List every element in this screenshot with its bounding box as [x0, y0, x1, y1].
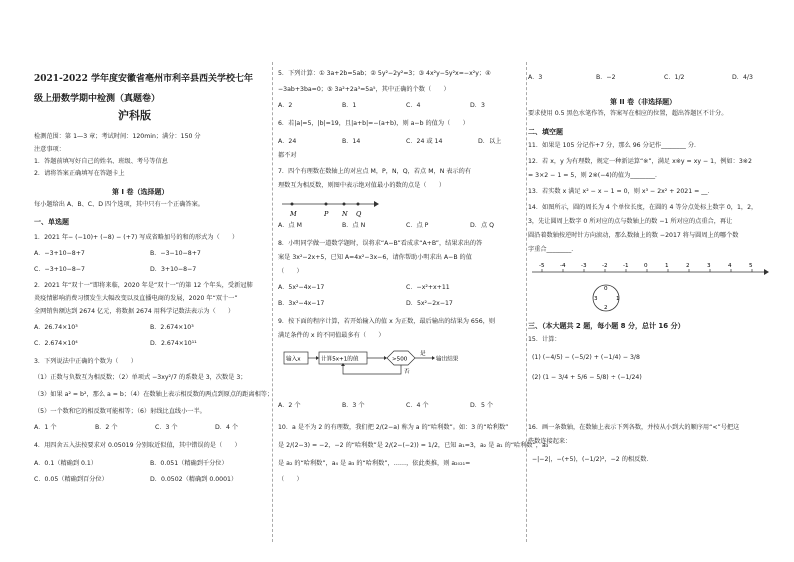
tick-label: -4	[560, 263, 566, 269]
q8-stem-2: 案是 3x²−2x+5，已知 A=4x²−3x−6，请你帮助小明求出 A−B 的值	[278, 254, 472, 261]
q8-option-b: B．3x²−4x−17	[278, 300, 325, 307]
q6-option-d: D．以上	[478, 138, 502, 145]
q9-option-b: B．3 个	[342, 402, 365, 409]
q2-stem-1: 2．2021 年“双十一”即将来临，2020 年是“双十一”的第 12 个年头，受新冠肺	[34, 282, 253, 289]
point-m	[291, 203, 294, 206]
q2-option-b: B．2.674×10³	[150, 324, 194, 331]
q16-stem-1: 16．画一条数轴，在数轴上表示下列各数，并按从小到大的顺序用“<”号把这	[528, 424, 740, 431]
q14-stem-2: 3，先让圆周上数字 0 所对应的点与数轴上的数 −1 所对应的点重合，再让	[528, 218, 733, 225]
q3-option-c: C．3 个	[155, 424, 178, 431]
tick-label: 3	[707, 263, 711, 269]
part1-desc: 每小题给出 A、B、C、D 四个选项，其中只有一个正确答案。	[34, 201, 204, 208]
q2-option-c: C．2.674×10⁴	[34, 340, 78, 347]
q16-numbers: −|−2|，−(+5)，(−1/2)²，−2 的相反数．	[532, 456, 653, 463]
part2-desc: 要求使用 0.5 黑色水笔作答，答案写在相应的位置，超出答题区不计分。	[528, 110, 728, 117]
q8-option-a: A．5x²−4x−17	[278, 284, 325, 291]
q4-option-b: B．0.051（精确到千分位）	[150, 460, 228, 467]
q3-option-b: B．2 个	[95, 424, 118, 431]
q10-stem-2: 是 2/(2−3) = −2，−2 的“哈利数”是 2/(2−(−2)) = 1/2，已知 a₁=3，a₂ 是 a₁ 的“哈利数”，a₃	[278, 442, 549, 449]
tick-label: 4	[728, 263, 732, 269]
notice-title: 注意事项：	[34, 146, 65, 153]
q13-stem: 13．若实数 x 满足 x² − x − 1 = 0，则 x³ − 2x² + 2021 = __．	[528, 188, 714, 195]
label-m: M	[290, 210, 297, 218]
q11-stem: 11．如果是 105 分记作+7 分，那么 96 分记作________ 分．	[528, 142, 701, 149]
label-n: N	[342, 210, 348, 218]
column-divider-1	[272, 62, 273, 542]
q7-option-b: B．点 N	[342, 222, 366, 229]
tick-label: 5	[749, 263, 753, 269]
q3-statement-3: （5）一个数和它的相反数可能相等；（6）射线比直线小一半。	[34, 408, 206, 415]
q10-stem-4: （ ）	[278, 476, 303, 483]
circle-num-2: 2	[604, 305, 608, 311]
q1-option-b: B．−3−10−8+7	[150, 250, 201, 257]
q2-stem-3: 全网销售额达到 2674 亿元，将数据 2674 用科学记数法表示为（ ）	[34, 308, 235, 315]
q5-option-b: B．1	[342, 102, 357, 109]
q4-option-c: C．0.05（精确到百分位）	[34, 476, 108, 483]
circle-num-3: 3	[594, 296, 598, 302]
section-2-heading: 二、填空题	[528, 128, 563, 136]
flow-output: 输出结果	[436, 356, 459, 363]
title-line-1: 2021-2022 学年度安徽省亳州市利辛县西关学校七年	[34, 74, 253, 84]
q4-option-a: A．0.1（精确到 0.1）	[34, 460, 98, 467]
q6-option-c: C．24 或 14	[406, 138, 443, 145]
q8-stem-3: （ ）	[278, 268, 303, 275]
q12-stem-2: = 3×2 − 1 = 5，则 2※(−4)的值为________．	[528, 172, 662, 179]
flow-compare: >500	[392, 356, 408, 363]
part2-heading: 第 II 卷（非选择题）	[610, 98, 677, 106]
q3-stem: 3．下列说法中正确的个数为（ ）	[34, 358, 137, 365]
q10-stem-1: 10．a 是不为 2 的有理数，我们把 2/(2−a) 称为 a 的“哈利数”。如：3 的“哈利数”	[278, 424, 509, 431]
flow-no: 否	[404, 369, 410, 375]
q1-option-a: A．−3+10−8+7	[34, 250, 85, 257]
q14-figure	[528, 260, 778, 320]
q15-part-1: (1) (−4/5) − (−5/2) + (−1/4) − 3/8	[532, 354, 640, 361]
q10-option-d: D．4/3	[732, 74, 753, 81]
tick-label: -3	[581, 263, 587, 269]
q9-stem-2: 满足条件的 x 的不同值最多有（ ）	[278, 332, 385, 339]
tick-label: 1	[665, 263, 669, 269]
section-1-heading: 一、单选题	[34, 218, 69, 226]
tick-label: -2	[602, 263, 608, 269]
flow-yes: 是	[420, 351, 426, 357]
q4-stem: 4．用四舍五入法按要求对 0.05019 分别取近似值，其中错误的是（ ）	[34, 442, 241, 449]
q5-option-c: C．4	[406, 102, 421, 109]
q10-option-b: B．−2	[596, 74, 616, 81]
q6-option-a: A．24	[278, 138, 297, 145]
q14-stem-1: 14．如图所示，圆的周长为 4 个单位长度，在圆的 4 等分点处标上数字 0，1，2，	[528, 204, 758, 211]
circle-num-0: 0	[604, 286, 608, 292]
point-n	[343, 203, 346, 206]
q3-option-a: A．1 个	[34, 424, 57, 431]
point-q	[357, 203, 360, 206]
edition-label: 沪科版	[118, 109, 151, 122]
q3-statement-1: （1）正数与负数互为相反数；（2）单项式 −3xy²/7 的系数是 3，次数是 3；	[34, 374, 247, 381]
circle-num-1: 1	[616, 296, 620, 302]
q16-stem-2: 些数连接起来：	[528, 438, 572, 445]
notice-2: 2．请将答案正确填写在答题卡上	[34, 170, 125, 177]
q9-option-d: D．5 个	[470, 402, 494, 409]
q5-stem-1: 5．下列计算：① 3a+2b=5ab；② 5y²−2y²=3；③ 4x²y−5y²x=−x²y；④	[278, 70, 491, 77]
column-divider-2	[526, 62, 527, 542]
q3-option-d: D．4 个	[215, 424, 239, 431]
flow-input: 输入x	[286, 356, 301, 363]
q7-option-c: C．点 P	[406, 222, 429, 229]
q14-stem-3: 圆沿着数轴按逆时针方向滚动，那么数轴上的数 −2017 将与圆周上的哪个数	[528, 232, 739, 239]
q6-stem: 6．若|a|=5，|b|=19，且|a+b|=−(a+b)，则 a−b 的值为（ ）	[278, 120, 469, 127]
label-q: Q	[356, 210, 362, 218]
q10-stem-3: 是 a₂ 的“哈利数”，a₄ 是 a₃ 的“哈利数”，……，依此类推，则 a₂₀₂₁=	[278, 460, 471, 467]
q1-stem: 1．2021 年− (−10)+ (−8) − (+7) 写成省略加号的和的形式为（ ）	[34, 234, 239, 241]
q2-stem-2: 炎疫情影响消费习惯发生大幅改变以及直播电商的发展，2020 年“双十一”	[34, 295, 238, 302]
q10-option-a: A．3	[528, 74, 543, 81]
tick-label: -5	[539, 263, 545, 269]
q9-stem-1: 9．按下面的程序计算，若开始输入的值 x 为正数，最后输出的结果为 656，则	[278, 318, 496, 325]
q8-option-c: C．−x²+x+11	[406, 284, 450, 291]
q7-stem-2: 理数互为相反数，则图中表示绝对值最小的数的点是（ ）	[278, 182, 446, 189]
flow-calc: 计算5x+1的值	[321, 356, 359, 363]
q7-number-line	[278, 196, 388, 220]
q6-option-b: B．14	[342, 138, 361, 145]
notice-1: 1．答题前填写好自己的姓名、班级、考号等信息	[34, 158, 168, 165]
q7-option-d: D．点 Q	[470, 222, 494, 229]
q15-stem: 15．计算：	[528, 336, 561, 343]
q12-stem-1: 12．若 x，y 为有理数，规定一种新运算“※”，满足 x※y = xy − 1，例如：3※2	[528, 158, 752, 165]
q9-option-c: C．4 个	[406, 402, 429, 409]
q3-statement-2: （3）如果 a² = b²，那么 a = b；（4）在数轴上表示相反数的两点到原点的距离相等；	[34, 391, 274, 398]
q2-option-d: D．2.674×10¹¹	[150, 340, 197, 347]
q5-option-a: A．2	[278, 102, 293, 109]
q7-option-a: A．点 M	[278, 222, 302, 229]
q14-stem-4: 字重合________．	[528, 246, 578, 253]
q9-flowchart	[278, 346, 478, 378]
q8-stem-1: 8．小明同学做一道数学题时，误将求“A−B”看成求“A+B”，结果求出的答	[278, 240, 483, 247]
tick-label: 0	[644, 263, 648, 269]
q7-stem-1: 7．四个有理数在数轴上的对应点 M，P，N，Q，若点 M，N 表示的有	[278, 168, 472, 175]
exam-info: 检测范围：第 1—3 章；考试时间：120min；满分：150 分	[34, 133, 201, 140]
label-p: P	[324, 210, 329, 218]
q5-stem-2: −3ab+3ba=0；⑤ 3a²+2a³=5a⁵，其中正确的个数（ ）	[278, 86, 450, 93]
q8-option-d: D．5x²−2x−17	[406, 300, 453, 307]
q15-part-2: (2) (1 − 3/4 + 5/6 − 5/8) ÷ (−1/24)	[532, 374, 642, 381]
part1-heading: 第 I 卷（选择题）	[112, 188, 169, 196]
q1-option-d: D．3+10−8−7	[150, 266, 197, 273]
tick-label: -1	[623, 263, 629, 269]
point-p	[325, 203, 328, 206]
q10-option-c: C．1/2	[664, 74, 685, 81]
q4-option-d: D．0.0502（精确到 0.0001）	[150, 476, 238, 483]
tick-label: 2	[686, 263, 690, 269]
q6-option-d-cont: 都不对	[278, 152, 297, 159]
section-3-heading: 三、（本大题共 2 题，每小题 8 分，总计 16 分）	[528, 322, 685, 330]
q9-option-a: A．2 个	[278, 402, 301, 409]
q5-option-d: D．3	[470, 102, 485, 109]
q2-option-a: A．26.74×10³	[34, 324, 78, 331]
q1-option-c: C．−3+10−8−7	[34, 266, 85, 273]
title-line-2: 级上册数学期中检测（真题卷）	[34, 94, 161, 104]
